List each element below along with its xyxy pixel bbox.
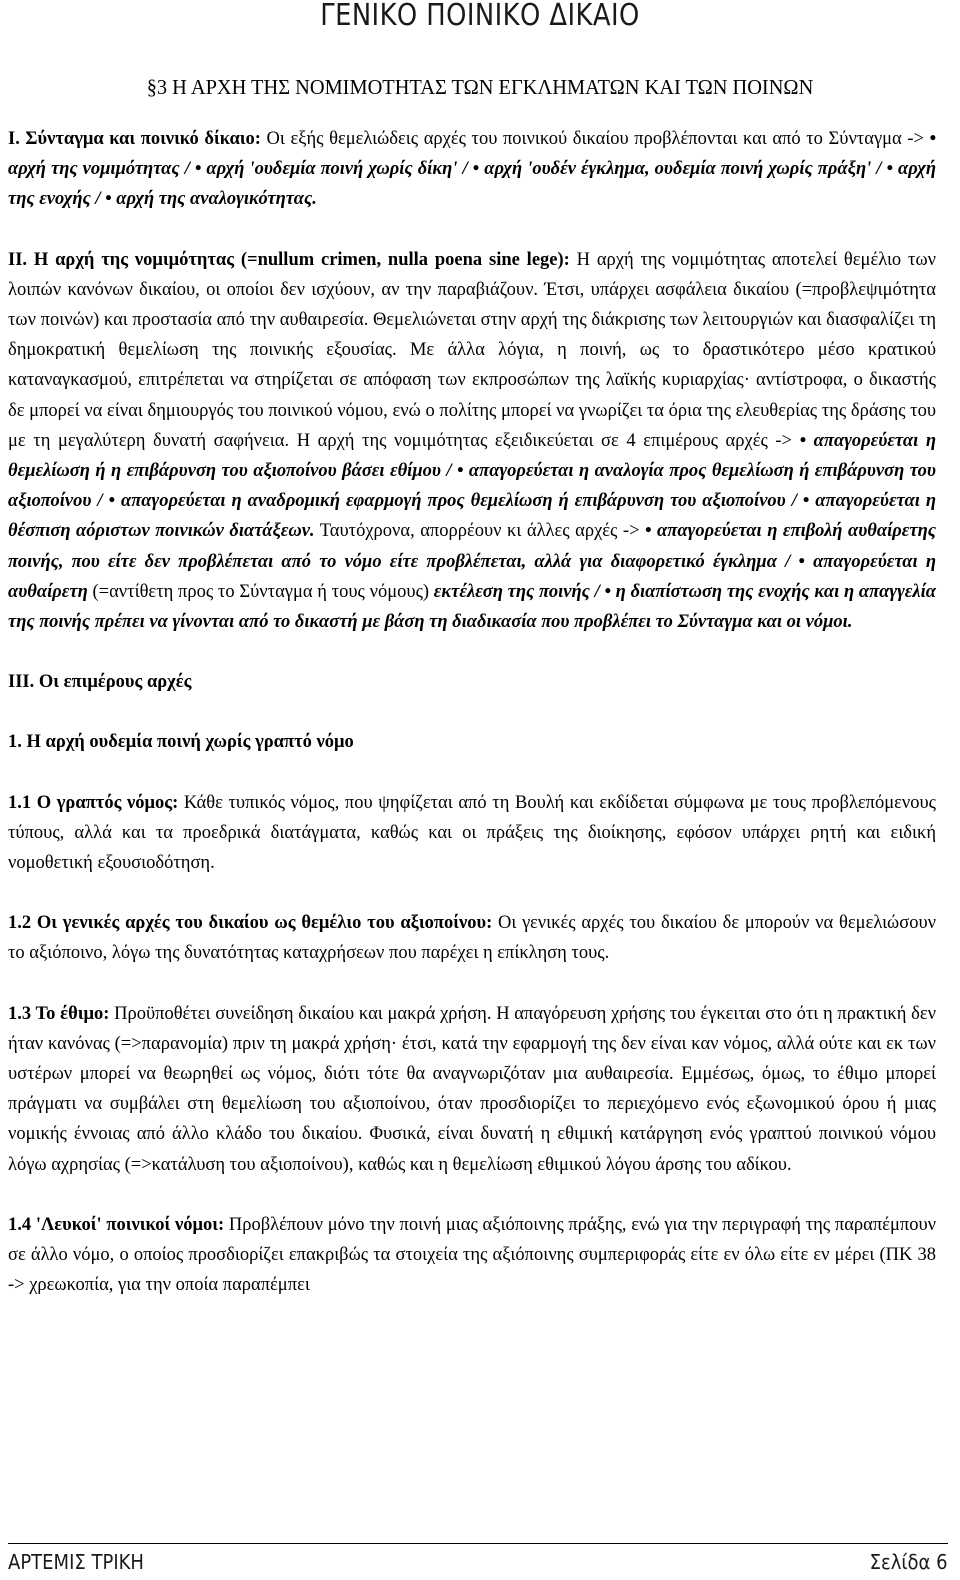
footer-author: ΑΡΤΕΜΙΣ ΤΡΙΚΗ bbox=[8, 1550, 144, 1574]
emphasis-run: • απαγορεύεται η θεμελίωση ή η επιβάρυνση του αξιοποίνου βάσει εθίμου / • απαγορεύεται η αναλογία προς θεμελίωση ή επιβάρυνση του αξιοποίνου / • απαγορεύεται η αναδρομική εφαρμογή προς θεμελίωση ή επιβάρυνση του αξιοποίνου / • απαγορεύεται η θέσπιση αόριστων ποινικών διατάξεων. bbox=[8, 430, 936, 542]
paragraph-blank-penal-laws bbox=[8, 1210, 936, 1301]
document-body bbox=[8, 124, 936, 1331]
footer-page-number: Σελίδα 6 bbox=[870, 1550, 948, 1574]
text-run: (=αντίθετη προς το Σύνταγμα ή τους νόμους) bbox=[87, 581, 434, 602]
heading-text: 1. Η αρχή ουδεμία ποινή χωρίς γραπτό νόμο bbox=[8, 732, 354, 753]
text-run: Η αρχή της νομιμότητας αποτελεί θεμέλιο των λοιπών κανόνων δικαίου, οι οποίοι δεν ισχύουν, αν την παραβιάζουν. Έτσι, υπάρχει ασφάλεια δικαίου (=προβλεψιμότητα των ποινών) και προστασία από την αυθαιρεσία. Θεμελιώνεται στην αρχή της διάκρισης των λειτουργιών και διασφαλίζει τη δημοκρατική θεμελίωση της ποινικής εξουσίας. Με άλλα λόγια, η ποινή, ως το δραστικότερο μέσο κρατικού καταναγκασμού, επιτρέπεται να στηρίζεται σε απόφαση των εκπροσώπων της λαϊκής κυριαρχίας· αντίστροφα, ο δικαστής δε μπορεί να είναι δημιουργός του ποινικού νόμου, ενώ ο πολίτης μπορεί να γνωρίζει τα όρια της ελευθερίας της δράσης του με τη μεγαλύτερη δυνατή σαφήνεια. Η αρχή της νομιμότητας εξειδικεύεται σε 4 επιμέρους αρχές -> bbox=[8, 249, 936, 451]
heading-written-law: 1.1 Ο γραπτός νόμος: bbox=[8, 792, 179, 813]
heading-text: ΙΙΙ. Οι επιμέρους αρχές bbox=[8, 672, 192, 693]
heading-constitution: Ι. Σύνταγμα και ποινικό δίκαιο: bbox=[8, 129, 261, 149]
section-title: §3 Η ΑΡΧΗ ΤΗΣ ΝΟΜΙΜΟΤΗΤΑΣ ΤΩΝ ΕΓΚΛΗΜΑΤΩΝ ΚΑΙ ΤΩΝ ΠΟΙΝΩΝ bbox=[146, 75, 814, 99]
heading-general-principles: 1.2 Οι γενικές αρχές του δικαίου ως θεμέλιο του αξιοποίνου: bbox=[8, 913, 493, 934]
page-header-title: ΓΕΝΙΚΟ ΠΟΙΝΙΚΟ ΔΙΚΑΙΟ bbox=[320, 0, 640, 33]
paragraph-custom bbox=[8, 999, 936, 1180]
emphasis-run: εκτέλεση της ποινής / • η διαπίστωση της ενοχής και η απαγγελία της ποινής πρέπει να γίνονται από το δικαστή με βάση τη διαδικασία που προβλέπει το Σύνταγμα και οι νόμοι. bbox=[8, 581, 936, 633]
text-run: Προϋποθέτει συνείδηση δικαίου και μακρά χρήση. Η απαγόρευση χρήσης του έγκειται στο ότι η πρακτική δεν ήταν κανόνας (=>παρανομία) πριν τη μακρά χρήση· έτσι, κατά την εφαρμογή της δεν είναι καν νόμος, αλλά ούτε και εκ των υστέρων μπορεί να θεωρηθεί ως νόμος, διότι τότε θα αναγνωριζόταν μια αυθαιρεσία. Εμμέσως, όμως, το έθιμο μπορεί πράγματι να συμβάλει στη θεμελίωση του αξιοποίνου, όταν προσδιορίζει το περιεχόμενο ενός εξωνομικού όρου ή μιας νομικής έννοιας από άλλο κλάδο του δικαίου. Φυσικά, είναι δυνατή η εθιμική κατάργηση ενός γραπτού ποινικού νόμου λόγω αχρησίας (=>κατάλυση του αξιοποίνου), καθώς και η θεμελίωση εθιμικού λόγου άρσης του αδίκου. bbox=[8, 1003, 937, 1175]
heading-custom: 1.3 Το έθιμο: bbox=[8, 1003, 110, 1024]
text-run: Προβλέπουν μόνο την ποινή μιας αξιόποινης πράξης, ενώ για την περιγραφή της παραπέμπουν σε άλλο νόμο, ο οποίος προσδιορίζει επακριβώς τα στοιχεία της αξιόποινης συμπεριφοράς είτε εν όλω είτε εν μέρει (ΠΚ 38 -> χρεωκοπία, για την οποία παραπέμπει bbox=[8, 1214, 936, 1296]
heading-no-penalty-without-law bbox=[8, 727, 936, 757]
paragraph-legality bbox=[8, 245, 936, 638]
text-run: Κάθε τυπικός νόμος, που ψηφίζεται από τη Βουλή και εκδίδεται σύμφωνα με τους προβλεπόμενους τύπους, αλλά και τα προεδρικά διατάγματα, καθώς και οι πράξεις της διοίκησης, εφόσον υπάρχει ρητή και ειδική νομοθετική εξουσιοδότηση. bbox=[8, 792, 936, 874]
paragraph-constitution bbox=[8, 124, 936, 215]
heading-sub-principles bbox=[8, 667, 936, 697]
emphasis-run: • αρχή της νομιμότητας / • αρχή 'ουδεμία ποινή χωρίς δίκη' / • αρχή 'ουδέν έγκλημα, ουδεμία ποινή χωρίς πράξη' / • αρχή της ενοχής / • αρχή της αναλογικότητας. bbox=[8, 129, 936, 210]
emphasis-run: • απαγορεύεται η επιβολή αυθαίρετης ποινής, που είτε δεν προβλέπεται από το νόμο είτε προβλέπεται, αλλά για διαφορετικό έγκλημα / • απαγορεύεται η αυθαίρετη bbox=[8, 521, 936, 602]
paragraph-written-law bbox=[8, 788, 936, 879]
heading-blank-penal-laws: 1.4 'Λευκοί' ποινικοί νόμοι: bbox=[8, 1214, 225, 1235]
page-footer bbox=[8, 1546, 948, 1578]
heading-legality: ΙΙ. Η αρχή της νομιμότητας (=nullum crimen, nulla poena sine lege): bbox=[8, 249, 570, 270]
text-run: Οι γενικές αρχές του δικαίου δε μπορούν να θεμελιώσουν το αξιόποινο, λόγω της δυνατότητας καταχρήσεων που παρέχει η επίκληση τους. bbox=[8, 913, 936, 964]
text-run: Οι εξής θεμελιώδεις αρχές του ποινικού δικαίου προβλέπονται και από το Σύνταγμα -> bbox=[260, 129, 930, 149]
text-run: Ταυτόχρονα, απορρέουν κι άλλες αρχές -> bbox=[314, 521, 646, 542]
footer-divider bbox=[8, 1543, 948, 1544]
paragraph-general-principles bbox=[8, 908, 936, 968]
